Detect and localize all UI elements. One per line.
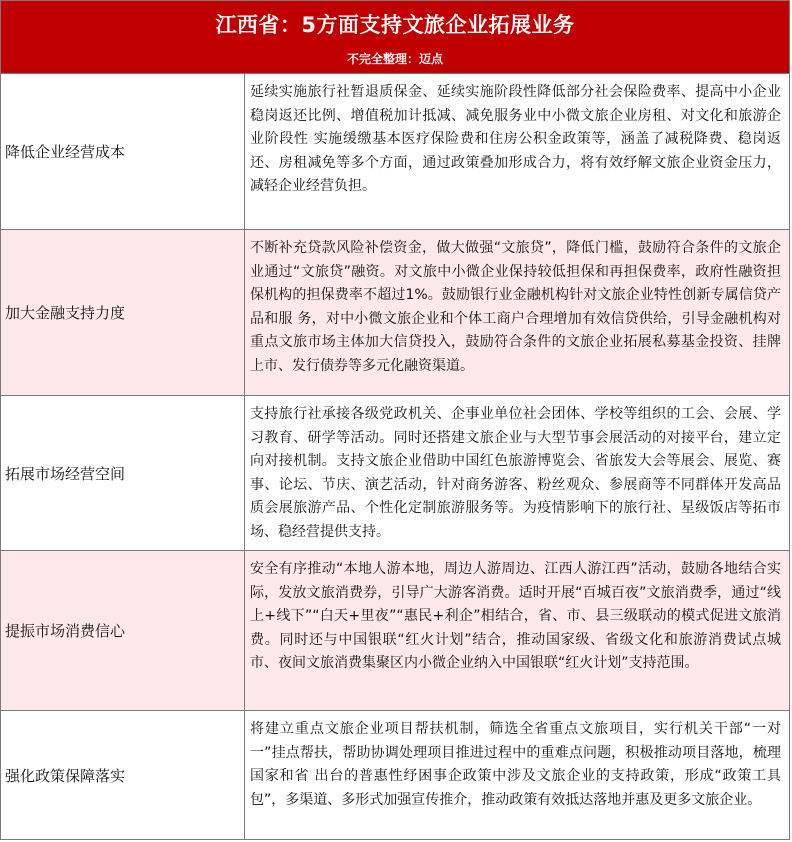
table-source-note: 不完全整理：迈点 <box>346 52 443 66</box>
table-title: 江西省：5方面支持文旅企业拓展业务 <box>215 13 575 37</box>
row-description: 安全有序推动“本地人游本地，周边人游周边、江西人游江西”活动，鼓励各地结合实际，发放文旅消费券，引导广大游客消费。适时开展“百城百夜”文旅消费季，通过“线上+线下”“白天+里夜”“惠民+利企”相结合，省、市、县三级联动的模式促进文旅消费。同时还与中国银联“红火计划”结合，推动国家级、省级文化和旅游消费试点城市、夜间文旅消费集聚区内小微企业纳入中国银联“红火计划”支持范围。 <box>250 561 781 671</box>
table-row <box>1 711 789 839</box>
table-row <box>1 396 789 551</box>
table-row <box>1 551 789 711</box>
row-label: 拓展市场经营空间 <box>1 396 245 550</box>
row-label: 加大金融支持力度 <box>1 230 245 395</box>
row-label: 强化政策保障落实 <box>1 711 245 839</box>
table-row <box>1 230 789 396</box>
row-label: 提振市场消费信心 <box>1 551 245 710</box>
table-header <box>1 1 789 74</box>
row-description: 不断补充贷款风险补偿资金，做大做强“文旅贷”，降低门槛，鼓励符合条件的文旅企业通过“文旅贷”融资。对文旅中小微企业保持较低担保和再担保费率，政府性融资担保机构的担保费率不超过1%。鼓励银行业金融机构针对文旅企业特性创新专属信贷产品和服 务，对中小微文旅企业和个体工商户合理增加有效信贷供给，引导金融机构对重点文旅市场主体加大信贷投入，鼓励符合条件的文旅企业拓展私募基金投资、挂牌上市、发行债券等多元化融资渠道。 <box>250 240 781 374</box>
table-row <box>1 74 789 230</box>
row-description: 延续实施旅行社暂退质保金、延续实施阶段性降低部分社会保险费率、提高中小企业稳岗返还比例、增值税加计抵减、减免服务业中小微文旅企业房租、对文化和旅游企业阶段性 实施缓缴基本医疗保险费和住房公积金政策等，涵盖了减税降费、稳岗返还、房租减免等多个方面，通过政策叠加形成合力，将有效纾解文旅企业资金压力，减轻企业经营负担。 <box>250 84 781 194</box>
row-label: 降低企业经营成本 <box>1 74 245 229</box>
row-description: 支持旅行社承接各级党政机关、企事业单位社会团体、学校等组织的工会、会展、学习教育、研学等活动。同时还搭建文旅企业与大型节事会展活动的对接平台，建立定向对接机制。支持文旅企业借助中国红色旅游博览会、省旅发大会等展会、展览、赛事、论坛、节庆、演艺活动，针对商务游客、粉丝观众、参展商等不同群体开发高品质会展旅游产品、个性化定制旅游服务等。为疫情影响下的旅行社、星级饭店等拓市场、稳经营提供支持。 <box>250 406 781 540</box>
row-description: 将建立重点文旅企业项目帮扶机制，筛选全省重点文旅项目，实行机关干部“一对一”挂点帮扶，帮助协调处理项目推进过程中的重难点问题，积极推动项目落地，梳理国家和省 出台的普惠性纾困事企政策中涉及文旅企业的支持政策，形成“政策工具包”，多渠道、多形式加强宣传推介，推动政策有效抵达落地并惠及更多文旅企业。 <box>250 721 781 808</box>
